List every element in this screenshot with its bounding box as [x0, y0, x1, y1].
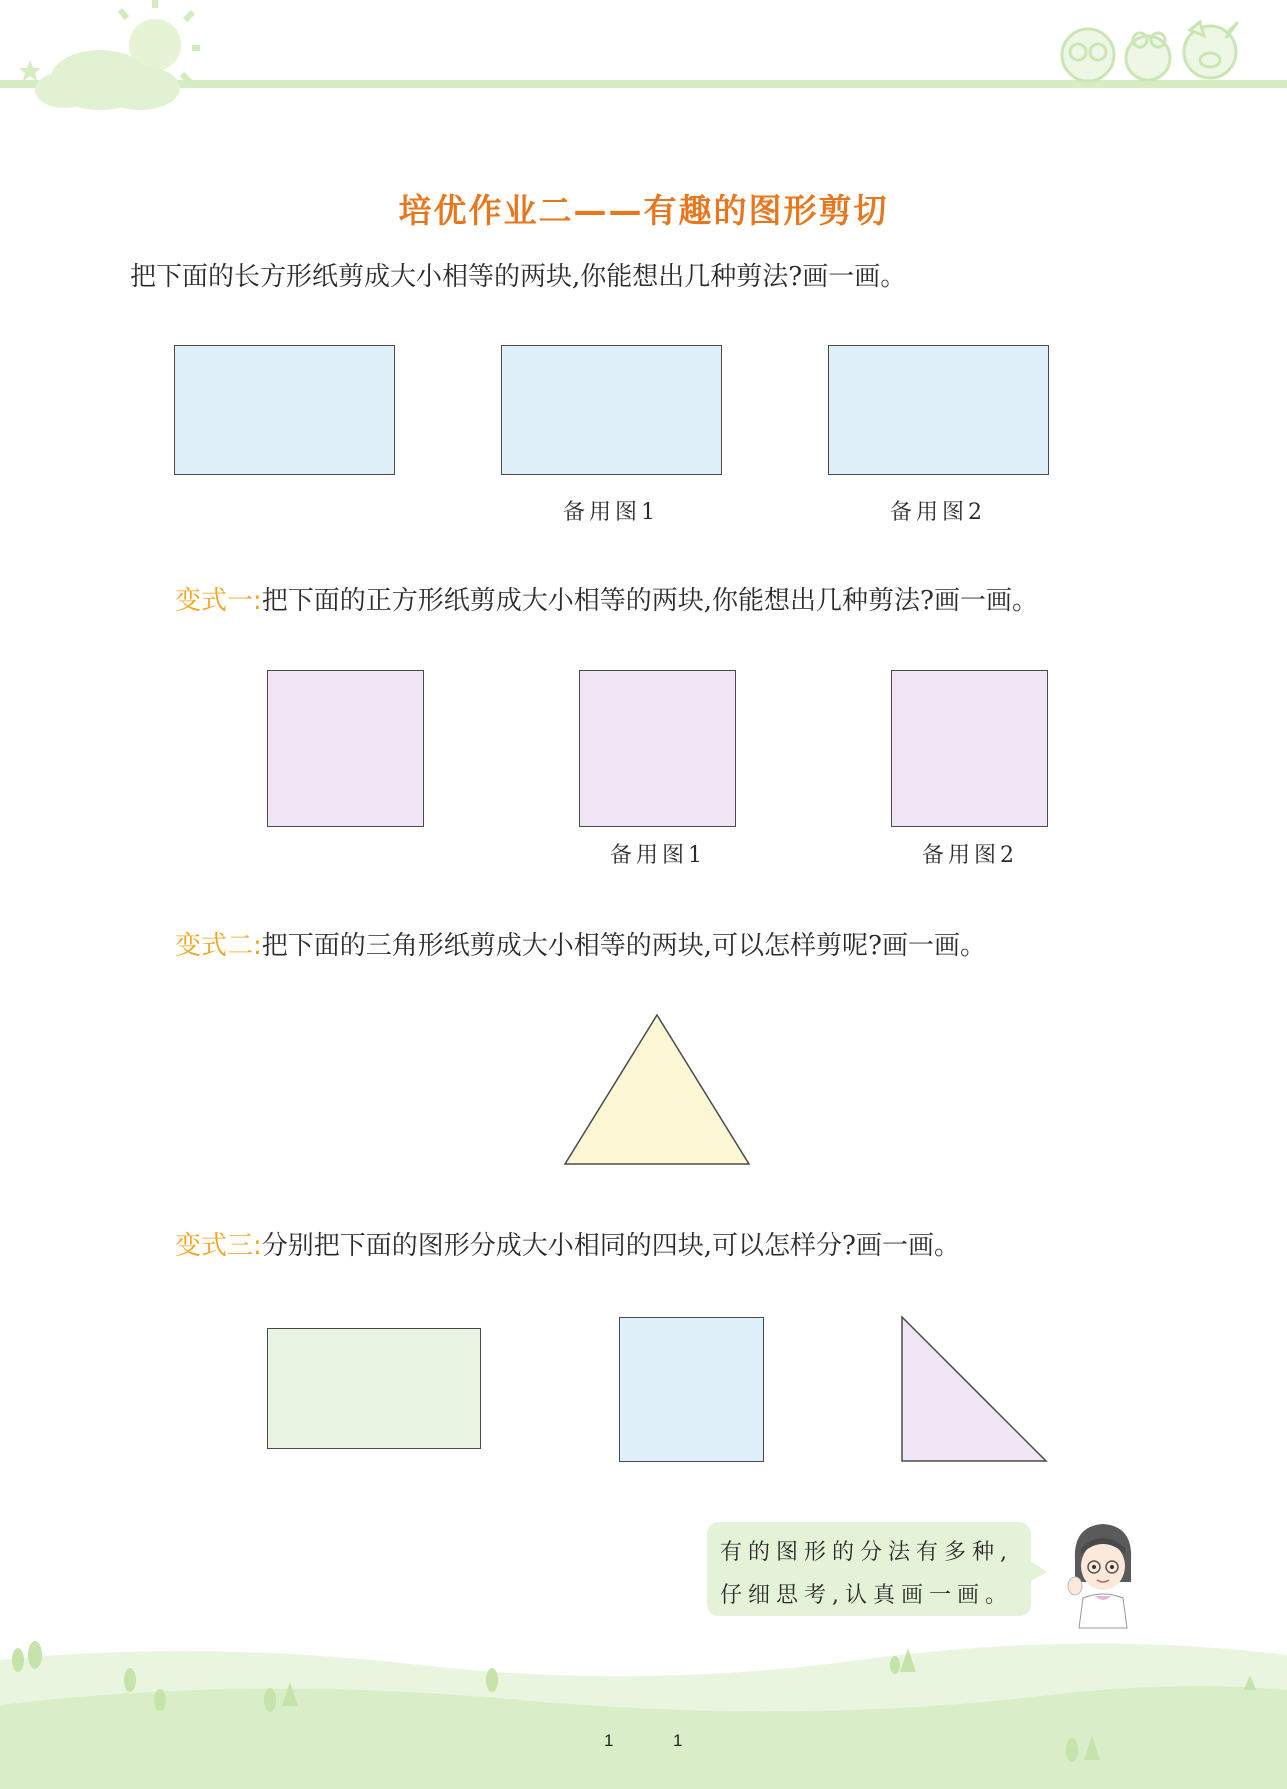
- page-number-left: 1: [604, 1731, 614, 1750]
- question-main: 把下面的长方形纸剪成大小相等的两块,你能想出几种剪法?画一画。: [130, 262, 907, 292]
- page-number-right: 1: [673, 1731, 683, 1750]
- variant2-text: 把下面的三角形纸剪成大小相等的两块,可以怎样剪呢?画一画。: [261, 931, 986, 961]
- right-triangle-shape: [900, 1315, 1050, 1465]
- rectangle-main: [174, 345, 395, 475]
- variant1-caption-2: 备用图2: [922, 843, 1018, 868]
- caption-spare-2: 备用图2: [890, 500, 986, 525]
- variant3-label: 变式三:: [175, 1231, 262, 1261]
- girl-character-icon: [1063, 1520, 1143, 1630]
- variant1-question: [175, 580, 1038, 617]
- sun-cloud-icon: [19, 0, 200, 110]
- caption-spare-1: 备用图1: [563, 500, 659, 525]
- cartoon-animals-icon: [1062, 22, 1238, 81]
- triangle-shape: [560, 1010, 755, 1170]
- variant1-label: 变式一:: [175, 586, 262, 616]
- header-decoration: [0, 0, 1287, 120]
- page-title: 培优作业二——有趣的图形剪切: [398, 191, 889, 230]
- bubble-tail: [1029, 1560, 1049, 1584]
- square-divide: [619, 1317, 764, 1462]
- square-spare-1: [579, 670, 736, 827]
- square-spare-2: [891, 670, 1048, 827]
- rectangle-spare-1: [501, 345, 722, 475]
- square-main: [267, 670, 424, 827]
- variant1-text: 把下面的正方形纸剪成大小相等的两块,你能想出几种剪法?画一画。: [261, 586, 1038, 616]
- rectangle-divide: [267, 1328, 481, 1449]
- tip-line-2: 仔细思考,认真画一画。: [720, 1583, 1013, 1608]
- rectangle-spare-2: [828, 345, 1049, 475]
- variant2-question: [175, 925, 986, 962]
- variant1-caption-1: 备用图1: [610, 843, 706, 868]
- variant2-label: 变式二:: [175, 931, 262, 961]
- ground-decoration: [0, 1620, 1287, 1789]
- tip-line-1: 有的图形的分法有多种,: [720, 1540, 1013, 1565]
- variant3-text: 分别把下面的图形分成大小相同的四块,可以怎样分?画一画。: [261, 1231, 960, 1261]
- variant3-question: [175, 1225, 960, 1262]
